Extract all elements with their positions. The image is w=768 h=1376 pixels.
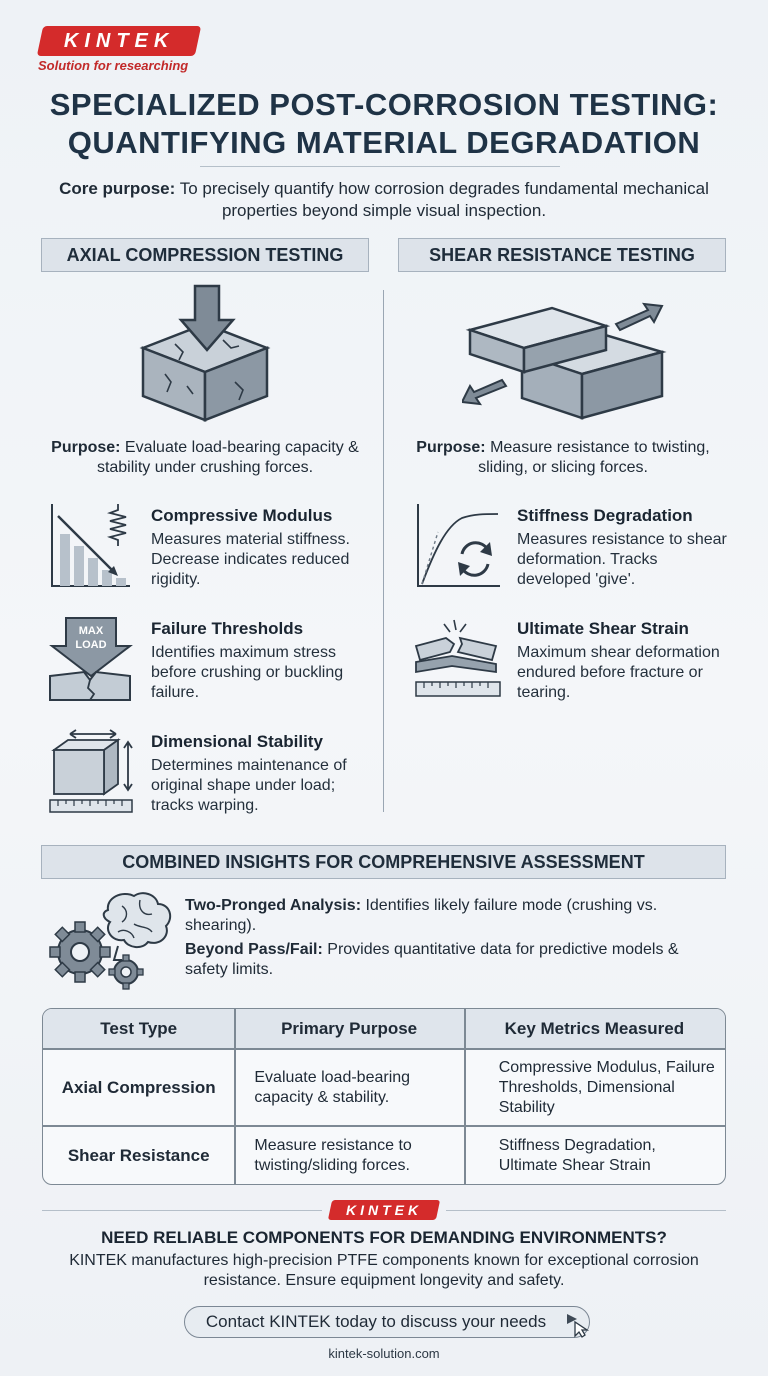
footer-logo-text: KINTEK — [345, 1202, 423, 1218]
comparison-table — [42, 1008, 726, 1185]
title-divider — [200, 166, 560, 167]
shear-heading: SHEAR RESISTANCE TESTING — [398, 238, 726, 272]
shear-item-2-title: Ultimate Shear Strain — [517, 619, 689, 638]
table-col-divider — [464, 1009, 466, 1184]
axial-purpose-text: Evaluate load-bearing capacity & stability under crushing forces. — [96, 439, 359, 476]
table-row-divider — [43, 1048, 725, 1050]
cursor-arrow-icon — [565, 1312, 591, 1338]
table-cell: Axial Compression — [61, 1077, 216, 1097]
insight-2-text: Provides quantitative data for predictive models & safety limits. — [185, 941, 679, 978]
core-label: Core purpose: — [59, 179, 176, 198]
insight-1-label: Two-Pronged Analysis: — [185, 897, 362, 914]
axial-item-1-title: Compressive Modulus — [151, 506, 333, 525]
brain-gears-icon — [48, 888, 178, 994]
cube-ruler-icon — [46, 728, 136, 816]
page-title — [0, 86, 768, 162]
shear-purpose-text: Measure resistance to twisting, sliding, or slicing forces. — [478, 439, 710, 476]
insight-beyond-pass-fail — [185, 940, 725, 980]
svg-text:MAX: MAX — [78, 625, 104, 637]
cta-heading: NEED RELIABLE COMPONENTS FOR DEMANDING ENVIRONMENTS? — [101, 1228, 667, 1247]
table-cell: Stiffness Degradation, Ultimate Shear Strain — [498, 1137, 656, 1174]
core-text: To precisely quantify how corrosion degrades fundamental mechanical properties beyond simple visual inspection. — [175, 179, 709, 220]
shear-plates-icon — [462, 290, 672, 420]
kintek-logo-footer — [328, 1200, 440, 1220]
axial-item-2-title: Failure Thresholds — [151, 619, 304, 638]
table-row-divider — [43, 1125, 725, 1127]
column-divider — [383, 290, 384, 812]
axial-purpose — [40, 438, 370, 478]
shear-purpose — [398, 438, 728, 478]
table-col-divider — [234, 1009, 236, 1184]
title-line-2: QUANTIFYING MATERIAL DEGRADATION — [67, 125, 701, 160]
axial-heading: AXIAL COMPRESSION TESTING — [41, 238, 369, 272]
website-link[interactable]: kintek-solution.com — [328, 1346, 440, 1361]
axial-item-1-desc: Measures material stiffness. Decrease indicates reduced rigidity. — [151, 531, 350, 588]
compression-block-icon — [135, 282, 275, 424]
logo-tagline: Solution for researching — [38, 58, 189, 73]
insight-2-label: Beyond Pass/Fail: — [185, 941, 323, 958]
cta-body: KINTEK manufactures high-precision PTFE components known for exceptional corrosion resistance. Ensure equipment longevity and safety. — [69, 1252, 699, 1289]
table-cell: Compressive Modulus, Failure Thresholds, Dimensional Stability — [498, 1058, 715, 1116]
fractured-plates-ruler-icon — [412, 616, 504, 704]
curve-chart-cycle-icon — [412, 502, 504, 590]
shear-item-2-desc: Maximum shear deformation endured before fracture or tearing. — [517, 644, 720, 701]
combined-heading: COMBINED INSIGHTS FOR COMPREHENSIVE ASSESSMENT — [41, 845, 726, 879]
contact-button[interactable]: Contact KINTEK today to discuss your needs — [184, 1306, 590, 1338]
footer-rule-left — [42, 1210, 322, 1211]
insight-two-pronged — [185, 896, 725, 936]
shear-purpose-label: Purpose: — [416, 439, 486, 456]
insight-1-text: Identifies likely failure mode (crushing vs. shearing). — [185, 897, 658, 934]
table-header-cell: Test Type — [43, 1009, 234, 1049]
decreasing-bar-chart-spring-icon — [46, 502, 136, 590]
kintek-logo — [37, 26, 201, 56]
table-header-cell: Primary Purpose — [234, 1009, 463, 1049]
table-row — [43, 1126, 725, 1185]
table-cell: Evaluate load-bearing capacity & stability. — [254, 1068, 411, 1106]
svg-text:LOAD: LOAD — [75, 639, 107, 651]
axial-item-3-title: Dimensional Stability — [151, 732, 323, 751]
core-purpose — [40, 178, 728, 222]
table-row — [43, 1049, 725, 1126]
axial-item-3-desc: Determines maintenance of original shape under load; tracks warping. — [151, 757, 347, 814]
table-cell: Shear Resistance — [67, 1146, 210, 1165]
axial-item-2-desc: Identifies maximum stress before crushing or buckling failure. — [151, 644, 344, 701]
title-line-1: SPECIALIZED POST-CORROSION TESTING: — [49, 87, 719, 122]
axial-purpose-label: Purpose: — [51, 439, 121, 456]
logo-text: KINTEK — [63, 29, 175, 52]
shear-item-1-title: Stiffness Degradation — [517, 506, 693, 525]
max-load-crack-icon — [46, 616, 136, 704]
table-header-row — [43, 1009, 725, 1049]
table-cell: Measure resistance to twisting/sliding forces. — [254, 1137, 412, 1174]
shear-item-1-desc: Measures resistance to shear deformation. Tracks developed 'give'. — [517, 531, 727, 588]
table-header-cell: Key Metrics Measured — [464, 1009, 725, 1049]
footer-rule-right — [446, 1210, 726, 1211]
